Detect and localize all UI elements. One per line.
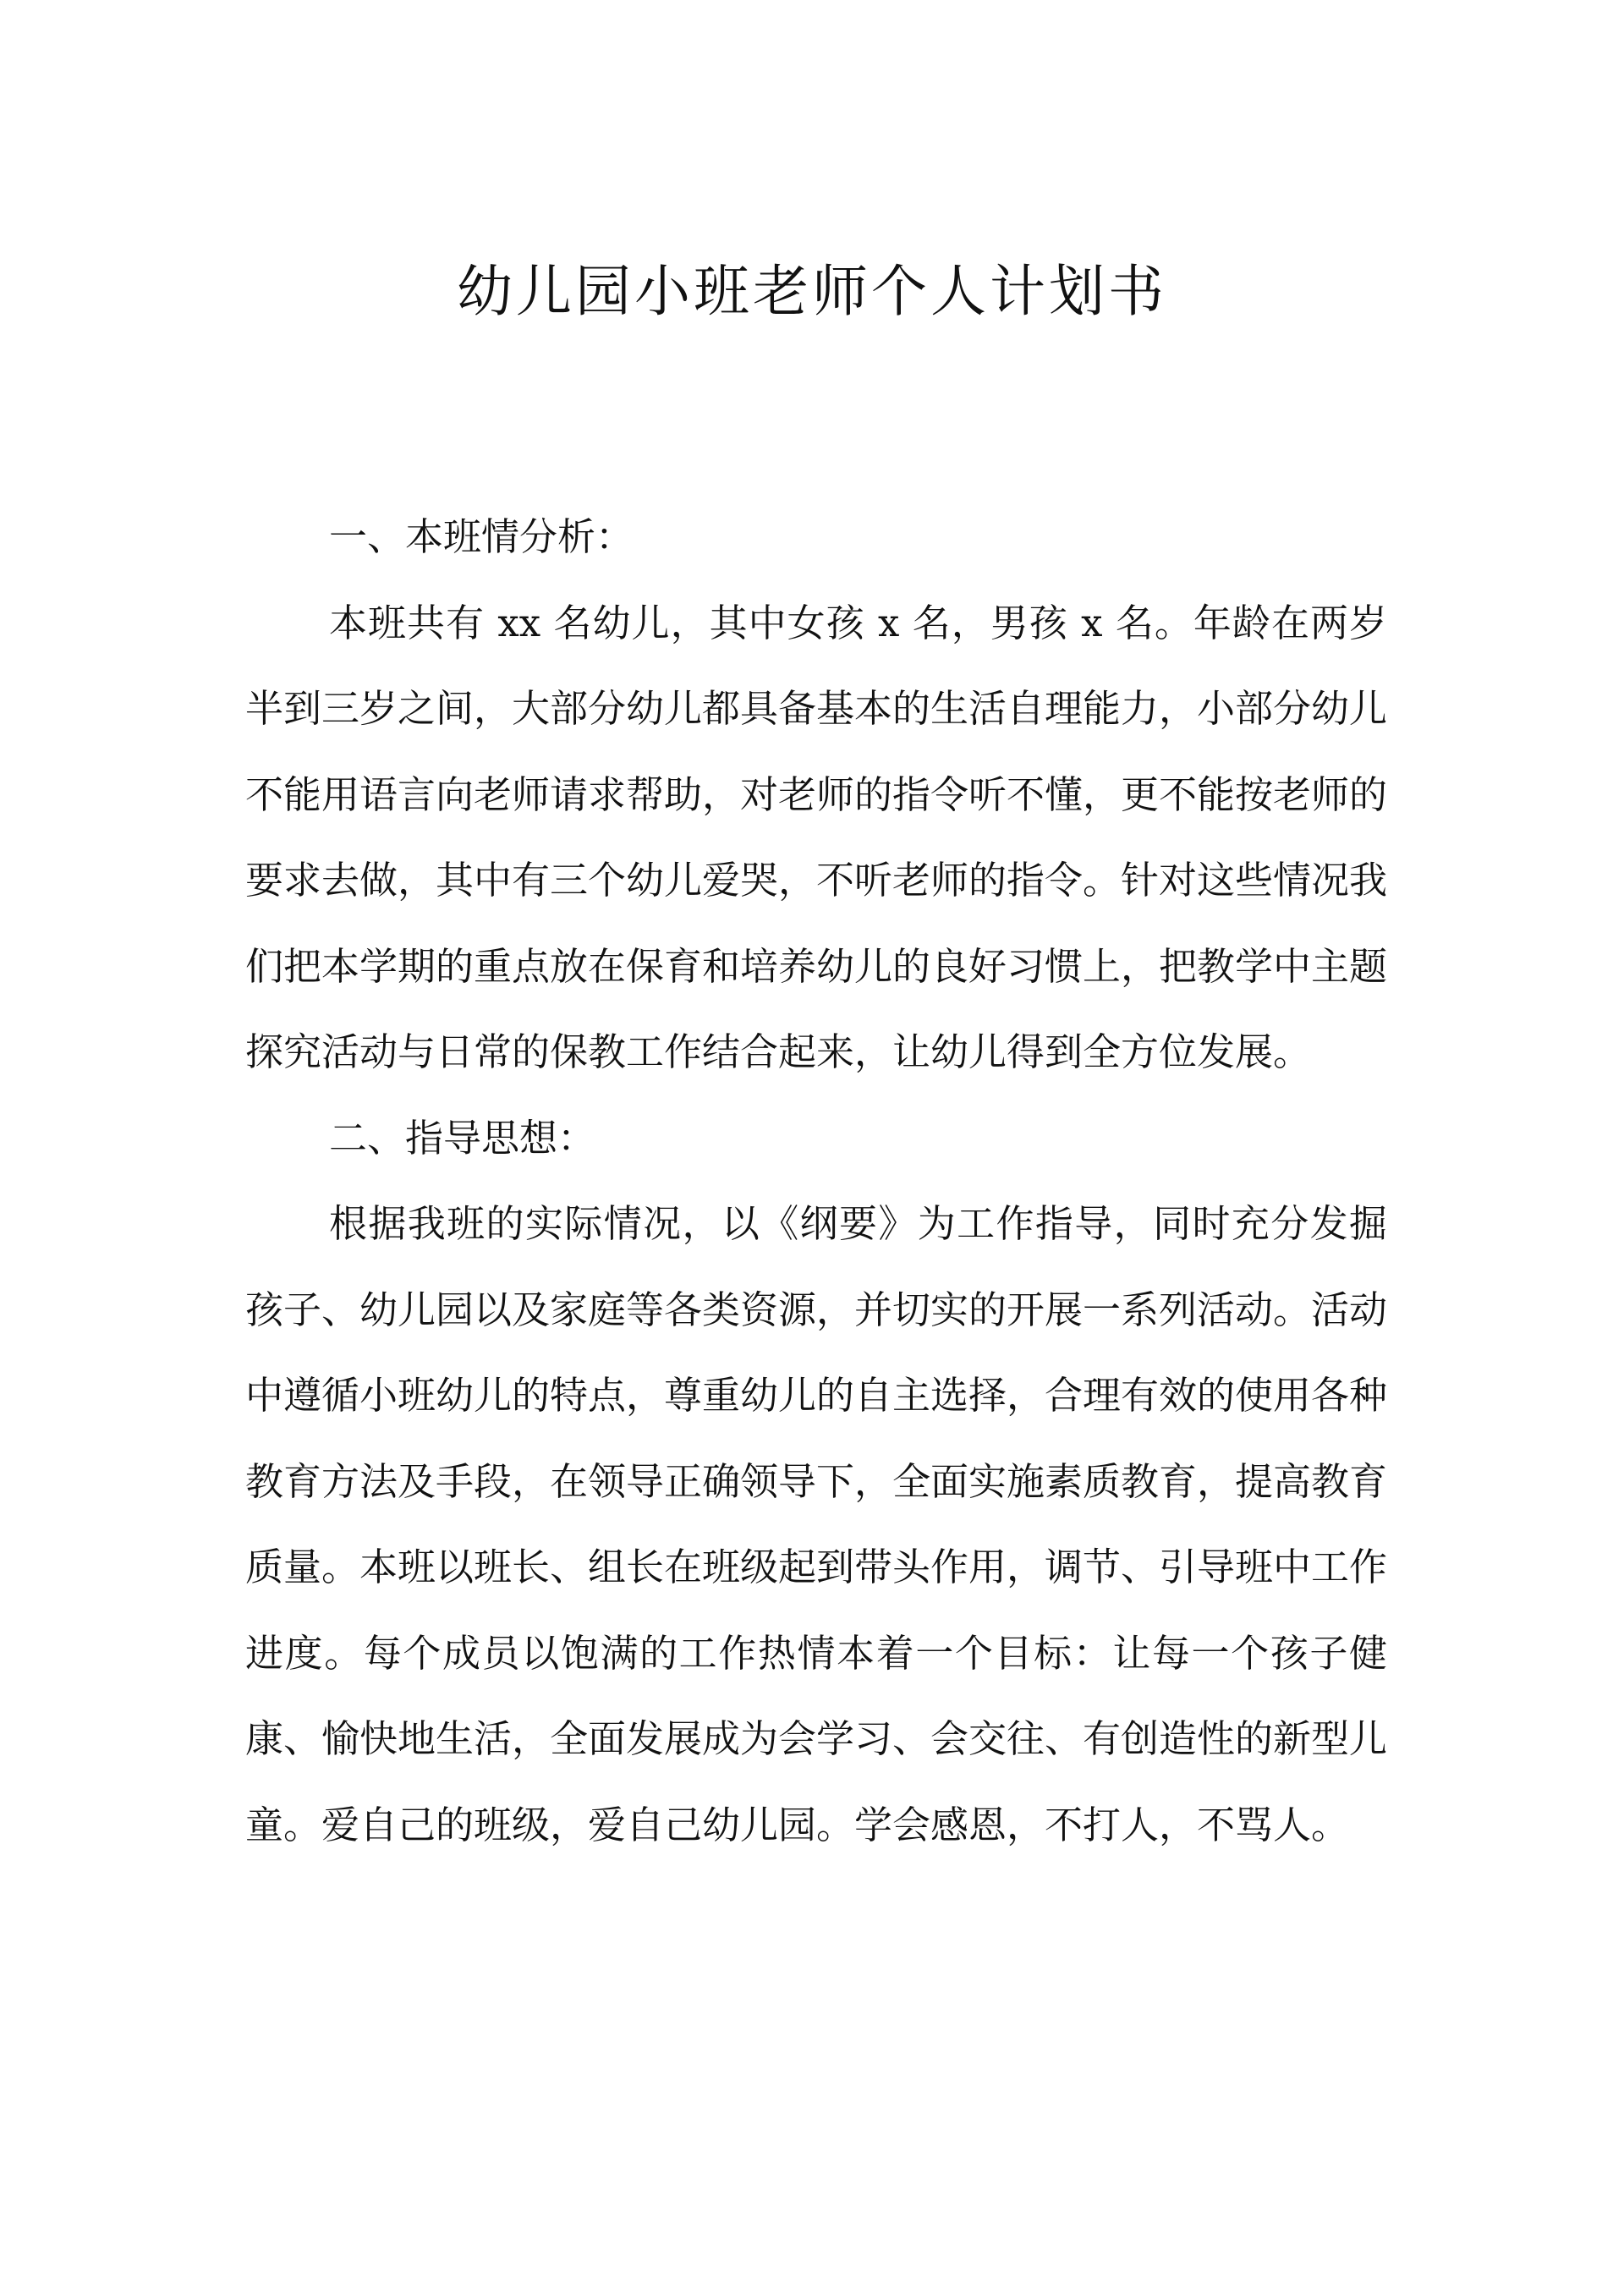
section-heading-guiding-ideology: 二、指导思想：	[329, 1115, 596, 1161]
paragraph-guiding-ideology: 根据我班的实际情况，以《纲要》为工作指导，同时充分发掘孩子、幼儿园以及家庭等各类资源，并切实的开展一系列活动。活动中遵循小班幼儿的特点，尊重幼儿的自主选择，合理有效的使用各种教育方法及手段，在领导正确领导下，全面实施素质教育，提高教育质量。本班以班长、组长在班级起到带头作用，调节、引导班中工作进度。每个成员以饱满的工作热情本着一个目标：让每一个孩子健康、愉快地生活，全面发展成为会学习、会交往、有创造性的新型儿童。爱自己的班级，爱自己幼儿园。学会感恩，不打人，不骂人。	[245, 1201, 1388, 1847]
document-title: 幼儿园小班老师个人计划书	[457, 259, 1167, 324]
document-body	[245, 494, 1387, 1868]
section-heading-class-analysis: 一、本班情分析：	[329, 514, 634, 559]
paragraph-class-analysis: 本班共有 xx 名幼儿，其中女孩 x 名，男孩 x 名。年龄在两岁半到三岁之间，大部分幼儿都具备基本的生活自理能力，小部分幼儿不能用语言向老师请求帮助，对老师的指令听不懂，更不能按老师的要求去做，其中有三个幼儿爱哭，不听老师的指令。针对这些情况我们把本学期的重点放在保育和培养幼儿的良好习惯上，把教学中主题探究活动与日常的保教工作结合起来，让幼儿得到全方位发展。	[245, 600, 1388, 1074]
